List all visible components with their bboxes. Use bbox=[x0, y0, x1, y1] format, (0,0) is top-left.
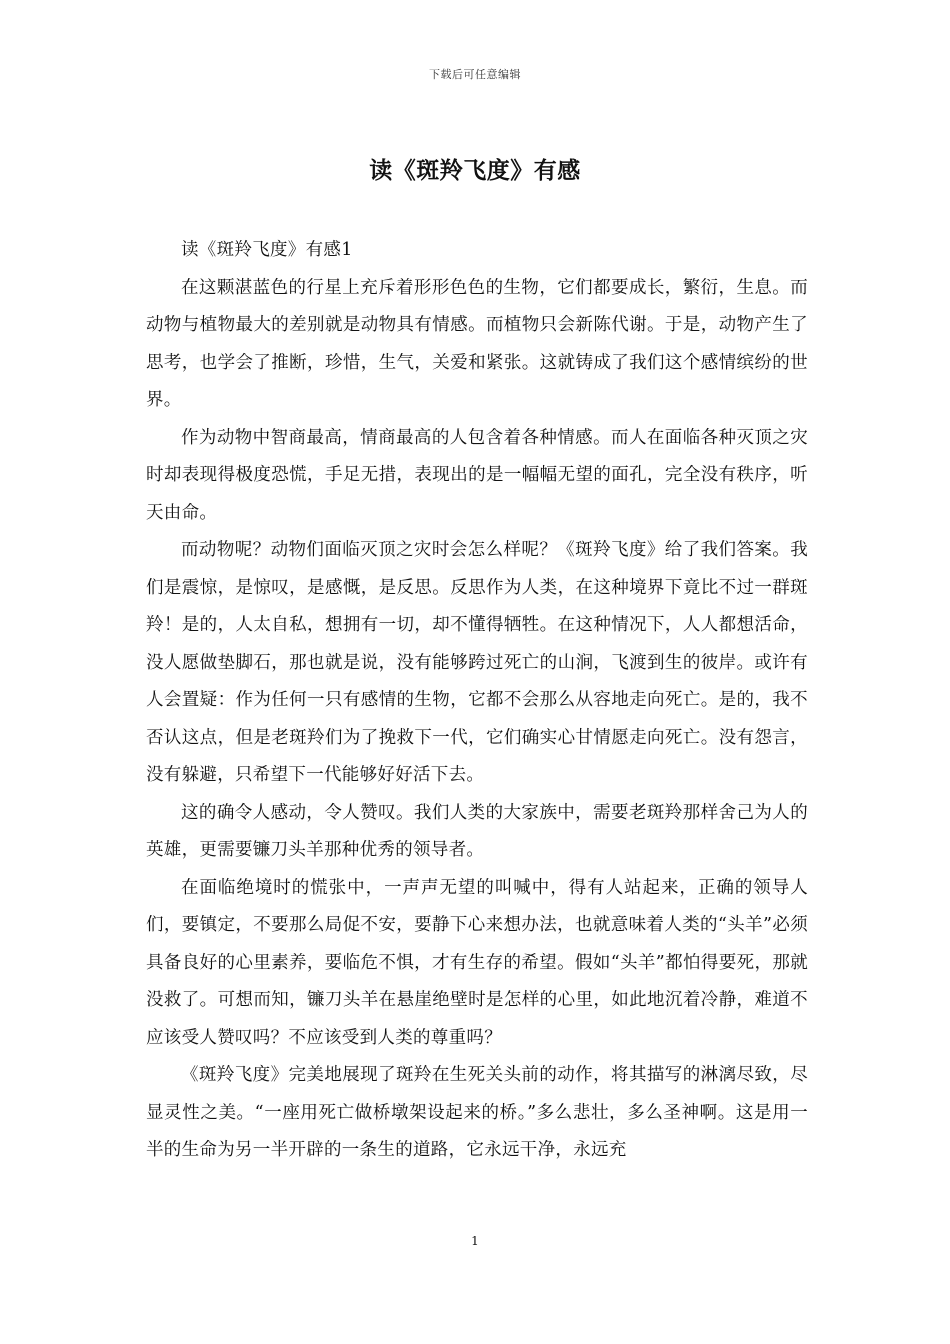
paragraph-3: 而动物呢？动物们面临灭顶之灾时会怎么样呢？《斑羚飞度》给了我们答案。我们是震惊，是惊叹，是感慨，是反思。反思作为人类，在这种境界下竟比不过一群斑羚！是的，人太自私，想拥有一切，却不懂得牺牲。在这种情况下，人人都想活命，没人愿做垫脚石，那也就是说，没有能够跨过死亡的山涧，飞渡到生的彼岸。或许有人会置疑：作为任何一只有感情的生物，它都不会那么从容地走向死亡。是的，我不否认这点，但是老斑羚们为了挽救下一代，它们确实心甘情愿走向死亡。没有怨言，没有躲避，只希望下一代能够好好活下去。 bbox=[146, 540, 808, 785]
page-number: 1 bbox=[471, 1234, 479, 1248]
document-body bbox=[146, 232, 808, 1170]
paragraph-6: 《斑羚飞度》完美地展现了斑羚在生死关头前的动作，将其描写的淋漓尽致，尽显灵性之美。“一座用死亡做桥墩架设起来的桥。”多么悲壮，多么圣神啊。这是用一半的生命为另一半开辟的一条生的道路，它永远干净，永远充 bbox=[146, 1065, 808, 1160]
paragraph-2: 作为动物中智商最高，情商最高的人包含着各种情感。而人在面临各种灭顶之灾时却表现得极度恐慌，手足无措，表现出的是一幅幅无望的面孔，完全没有秩序，听天由命。 bbox=[146, 427, 808, 523]
paragraph-5: 在面临绝境时的慌张中，一声声无望的叫喊中，得有人站起来，正确的领导人们，要镇定，不要那么局促不安，要静下心来想办法，也就意味着人类的“头羊”必须具备良好的心里素养，要临危不惧，才有生存的希望。假如“头羊”都怕得要死，那就没救了。可想而知，镰刀头羊在悬崖绝壁时是怎样的心里，如此地沉着冷静，难道不应该受人赞叹吗？不应该受到人类的尊重吗？ bbox=[146, 877, 808, 1048]
paragraph-1: 在这颗湛蓝色的行星上充斥着形形色色的生物，它们都要成长，繁衍，生息。而动物与植物最大的差别就是动物具有情感。而植物只会新陈代谢。于是，动物产生了思考，也学会了推断，珍惜，生气，关爱和紧张。这就铸成了我们这个感情缤纷的世界。 bbox=[146, 277, 808, 410]
subtitle-paragraph: 读《斑羚飞度》有感1 bbox=[181, 240, 353, 260]
page-header-note: 下载后可任意编辑 bbox=[429, 68, 521, 81]
document-title: 读《斑羚飞度》有感 bbox=[369, 157, 581, 184]
paragraph-4: 这的确令人感动，令人赞叹。我们人类的大家族中，需要老斑羚那样舍己为人的英雄，更需要镰刀头羊那种优秀的领导者。 bbox=[146, 802, 808, 860]
